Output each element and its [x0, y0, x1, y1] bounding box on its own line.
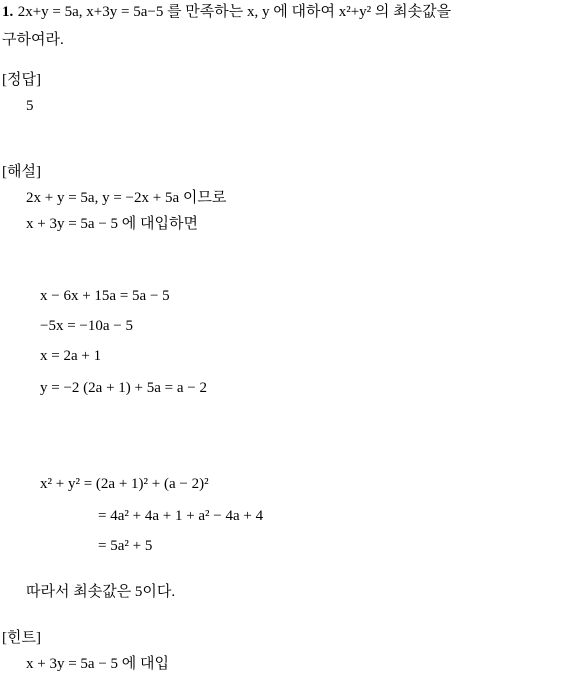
hint-label: [힌트] [2, 630, 41, 646]
equation-step: y = −2 (2a + 1) + 5a = a − 2 [40, 380, 207, 396]
solution-intro-line: x + 3y = 5a − 5 에 대입하면 [26, 216, 198, 232]
equation-step: −5x = −10a − 5 [40, 318, 133, 334]
equation-step: = 4a² + 4a + 1 + a² − 4a + 4 [98, 508, 264, 524]
answer-value: 5 [26, 98, 34, 114]
solution-intro-line: 2x + y = 5a, y = −2x + 5a 이므로 [26, 190, 227, 206]
solution-conclusion: 따라서 최솟값은 5이다. [26, 584, 176, 600]
equation-step: = 5a² + 5 [98, 538, 153, 554]
problem-number: 1. [2, 4, 14, 20]
answer-label: [정답] [2, 72, 41, 88]
solution-label: [해설] [2, 164, 41, 180]
equation-step: x² + y² = (2a + 1)² + (a − 2)² [40, 476, 209, 492]
equation-step: x = 2a + 1 [40, 348, 102, 364]
problem-text-line1: 2x+y = 5a, x+3y = 5a−5 를 만족하는 x, y 에 대하여 x²+y² 의 최솟값을 [17, 4, 452, 20]
problem-text-line2: 구하여라. [2, 32, 64, 48]
equation-step: x − 6x + 15a = 5a − 5 [40, 288, 170, 304]
hint-text: x + 3y = 5a − 5 에 대입 [26, 656, 170, 672]
